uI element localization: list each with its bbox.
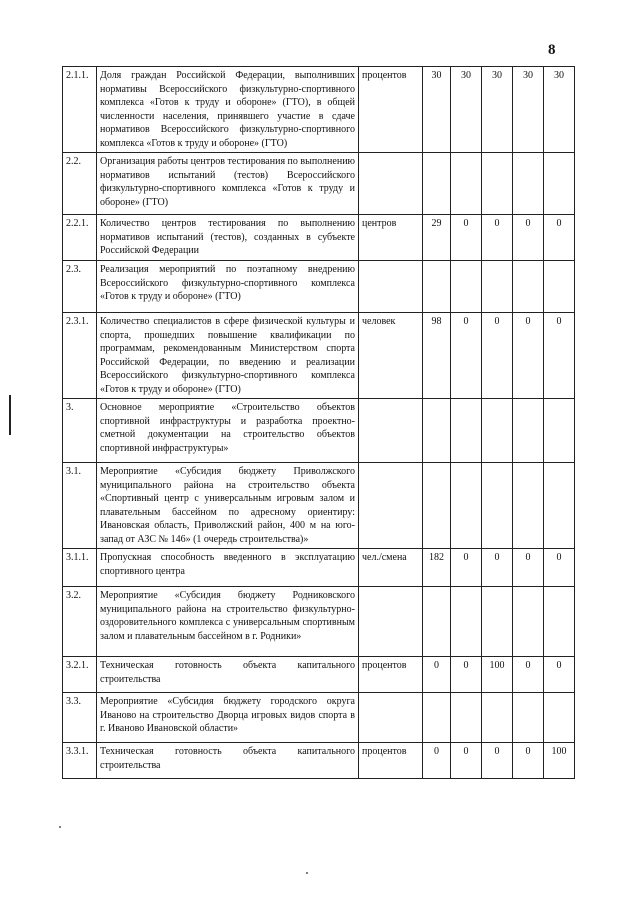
row-value: 98 xyxy=(423,313,451,399)
table-row xyxy=(63,399,575,463)
row-value: 0 xyxy=(451,549,482,587)
row-value xyxy=(544,587,575,657)
row-value: 0 xyxy=(544,657,575,693)
row-description: Мероприятие «Субсидия бюджету Родниковского муниципального района на строительство физкультурно-оздоровительного комплекса с универсальным спортивным залом и плавательным бассейном в г. Родники» xyxy=(97,587,359,657)
row-unit: процентов xyxy=(359,657,423,693)
row-value xyxy=(482,153,513,215)
table-row xyxy=(63,693,575,743)
row-unit xyxy=(359,693,423,743)
row-number: 2.3.1. xyxy=(63,313,97,399)
row-value xyxy=(544,153,575,215)
row-unit: чел./смена xyxy=(359,549,423,587)
row-value: 182 xyxy=(423,549,451,587)
row-value: 30 xyxy=(544,67,575,153)
row-value: 0 xyxy=(451,657,482,693)
row-value: 30 xyxy=(513,67,544,153)
row-number: 3. xyxy=(63,399,97,463)
scan-speck xyxy=(306,872,308,874)
row-value xyxy=(451,261,482,313)
row-number: 2.2. xyxy=(63,153,97,215)
row-number: 3.1.1. xyxy=(63,549,97,587)
row-description: Техническая готовность объекта капитального строительства xyxy=(97,657,359,693)
row-unit xyxy=(359,463,423,549)
row-value xyxy=(513,261,544,313)
row-unit xyxy=(359,261,423,313)
row-description: Основное мероприятие «Строительство объектов спортивной инфраструктуры и разработка проектно-сметной документации на строительство объектов спортивной инфраструктуры» xyxy=(97,399,359,463)
table-row xyxy=(63,549,575,587)
row-value: 30 xyxy=(451,67,482,153)
row-value: 30 xyxy=(482,67,513,153)
row-value: 0 xyxy=(482,743,513,779)
row-value xyxy=(482,693,513,743)
row-value: 0 xyxy=(451,215,482,261)
row-value: 0 xyxy=(513,657,544,693)
row-value xyxy=(513,693,544,743)
row-value xyxy=(482,261,513,313)
row-value: 0 xyxy=(544,313,575,399)
row-description: Доля граждан Российской Федерации, выполнивших нормативы Всероссийского физкультурно-спортивного комплекса «Готов к труду и обороне» (ГТО), в общей численности населения, принявшего участие в сдаче нормативов Всероссийского физкультурно-спортивного комплекса «Готов к труду и обороне» (ГТО) xyxy=(97,67,359,153)
row-value: 0 xyxy=(482,549,513,587)
row-value xyxy=(423,693,451,743)
row-unit: человек xyxy=(359,313,423,399)
table-row xyxy=(63,313,575,399)
row-value xyxy=(451,153,482,215)
row-value: 29 xyxy=(423,215,451,261)
row-value: 100 xyxy=(544,743,575,779)
row-number: 3.3. xyxy=(63,693,97,743)
row-value xyxy=(544,693,575,743)
row-number: 3.1. xyxy=(63,463,97,549)
row-value xyxy=(482,399,513,463)
row-number: 2.2.1. xyxy=(63,215,97,261)
row-value xyxy=(423,587,451,657)
row-value: 100 xyxy=(482,657,513,693)
table-row xyxy=(63,657,575,693)
row-value xyxy=(513,153,544,215)
scan-speck xyxy=(59,826,61,828)
row-description: Мероприятие «Субсидия бюджету городского округа Иваново на строительство Дворца игровых видов спорта в г. Иваново Ивановской области» xyxy=(97,693,359,743)
row-unit: центров xyxy=(359,215,423,261)
row-description: Количество центров тестирования по выполнению нормативов испытаний (тестов), созданных в субъекте Российской Федерации xyxy=(97,215,359,261)
row-value xyxy=(544,261,575,313)
row-value xyxy=(513,463,544,549)
row-description: Организация работы центров тестирования по выполнению нормативов испытаний (тестов) Всероссийского физкультурно-спортивного комплекса «Готов к труду и обороне» (ГТО) xyxy=(97,153,359,215)
row-unit: процентов xyxy=(359,743,423,779)
row-value xyxy=(423,153,451,215)
row-value: 0 xyxy=(513,215,544,261)
table-row xyxy=(63,67,575,153)
table-row xyxy=(63,215,575,261)
row-description: Реализация мероприятий по поэтапному внедрению Всероссийского физкультурно-спортивного комплекса «Готов к труду и обороне» (ГТО) xyxy=(97,261,359,313)
row-value xyxy=(544,399,575,463)
row-value xyxy=(451,399,482,463)
row-value: 0 xyxy=(482,313,513,399)
row-number: 3.2. xyxy=(63,587,97,657)
table-row xyxy=(63,463,575,549)
row-value xyxy=(513,587,544,657)
table-row xyxy=(63,743,575,779)
margin-mark xyxy=(9,395,11,435)
row-description: Количество специалистов в сфере физической культуры и спорта, прошедших повышение квалификации по программам, рекомендованным Министерством спорта Российской Федерации, по введению и реализации Всероссийского физкультурно-спортивного комплекса «Готов к труду и обороне» (ГТО) xyxy=(97,313,359,399)
row-number: 3.2.1. xyxy=(63,657,97,693)
row-unit xyxy=(359,153,423,215)
row-value xyxy=(513,399,544,463)
indicators-table xyxy=(62,66,575,779)
row-number: 2.3. xyxy=(63,261,97,313)
table-row xyxy=(63,261,575,313)
row-unit: процентов xyxy=(359,67,423,153)
row-value xyxy=(451,463,482,549)
page-number: 8 xyxy=(548,42,556,58)
row-value xyxy=(423,463,451,549)
row-value: 0 xyxy=(544,549,575,587)
row-unit xyxy=(359,587,423,657)
row-value xyxy=(451,587,482,657)
row-value: 0 xyxy=(423,743,451,779)
row-number: 3.3.1. xyxy=(63,743,97,779)
row-value xyxy=(482,587,513,657)
row-unit xyxy=(359,399,423,463)
row-value: 0 xyxy=(513,549,544,587)
table-row xyxy=(63,587,575,657)
row-description: Мероприятие «Субсидия бюджету Приволжского муниципального района на строительство объекта «Спортивный центр с универсальным игровым залом и плавательным бассейном по адресному ориентиру: Ивановская область, Приволжский район, 400 м на юго-запад от АЗС № 146» (1 очередь строительства)» xyxy=(97,463,359,549)
row-value xyxy=(482,463,513,549)
row-value: 0 xyxy=(513,743,544,779)
row-description: Техническая готовность объекта капитального строительства xyxy=(97,743,359,779)
row-value: 0 xyxy=(544,215,575,261)
row-number: 2.1.1. xyxy=(63,67,97,153)
row-value: 0 xyxy=(451,743,482,779)
row-value xyxy=(544,463,575,549)
row-value xyxy=(451,693,482,743)
row-value: 0 xyxy=(451,313,482,399)
row-value: 0 xyxy=(482,215,513,261)
row-value: 30 xyxy=(423,67,451,153)
table-row xyxy=(63,153,575,215)
row-value xyxy=(423,261,451,313)
row-value xyxy=(423,399,451,463)
row-description: Пропускная способность введенного в эксплуатацию спортивного центра xyxy=(97,549,359,587)
row-value: 0 xyxy=(423,657,451,693)
row-value: 0 xyxy=(513,313,544,399)
